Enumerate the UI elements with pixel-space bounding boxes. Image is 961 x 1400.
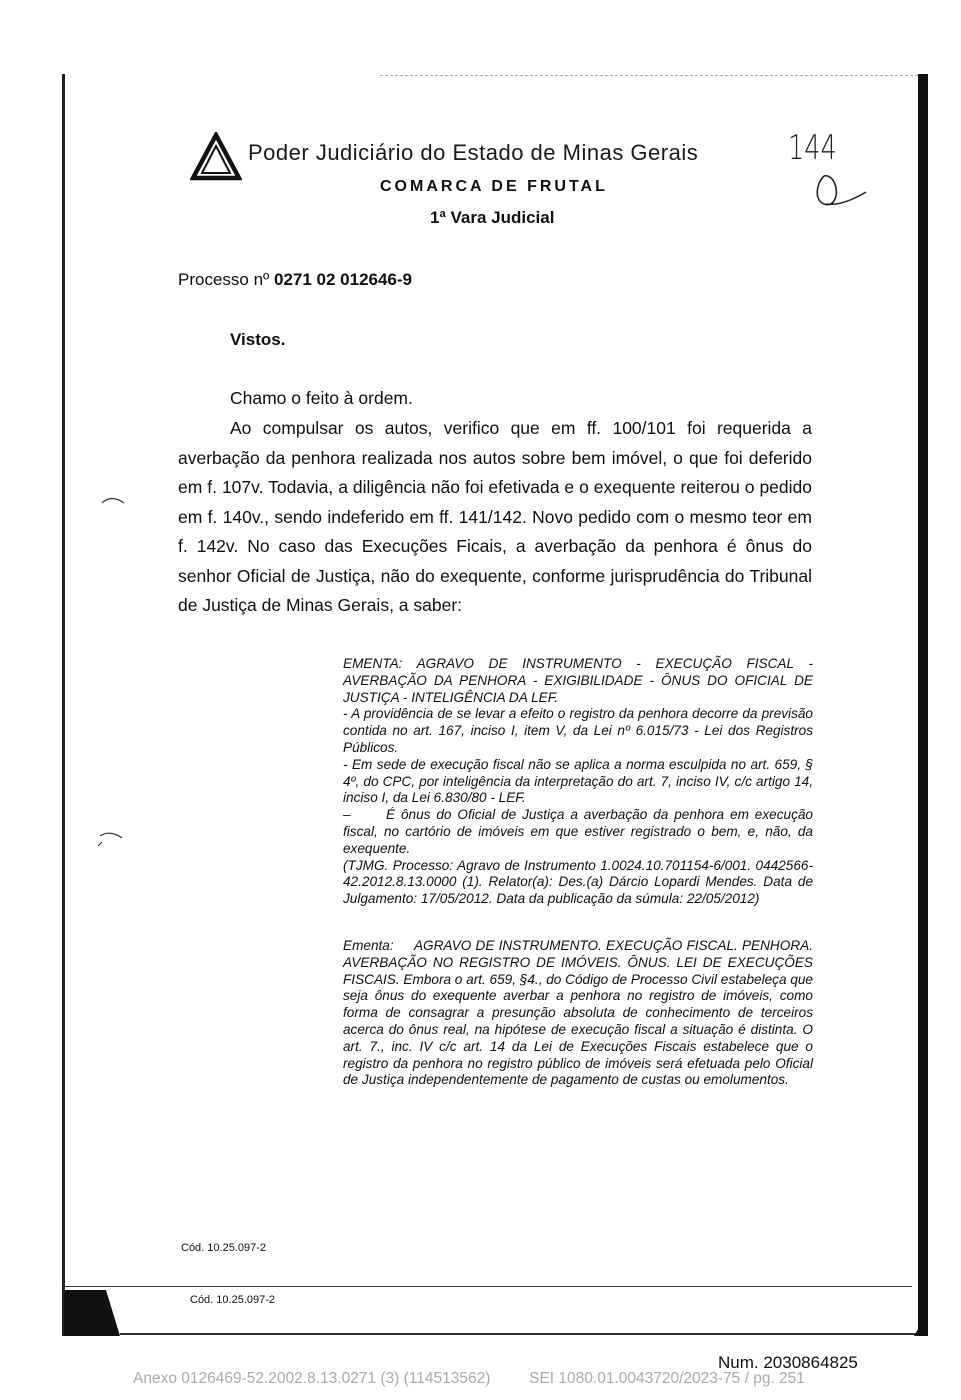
quote-1-item-3: – É ônus do Oficial de Justiça a averbação da penhora em execução fiscal, no cartório de imóveis em que estiver registrado o bem, e, não, da exequente. xyxy=(343,807,817,856)
form-code-lower: Cód. 10.25.097-2 xyxy=(190,1294,276,1306)
process-value: 0271 02 012646-9 xyxy=(273,270,413,289)
process-number xyxy=(178,270,412,290)
scan-dark-corner xyxy=(64,1290,120,1336)
page-bottom-edge xyxy=(62,1286,912,1287)
margin-mark xyxy=(96,830,124,848)
document-number: Num. 2030864825 xyxy=(718,1353,858,1372)
scan-bottom-edge xyxy=(120,1333,920,1335)
handwritten-page-number: 144 xyxy=(788,128,837,168)
quote-2-text: Ementa: AGRAVO DE INSTRUMENTO. EXECUÇÃO FISCAL. PENHORA. AVERBAÇÃO NO REGISTRO DE IMÓVEIS. ÔNUS. LEI DE EXECUÇÕES FISCAIS. Embora o art. 659, §4., do Código de Processo Civil estabeleça que seja ônus do exequente averbar a penhora no registro de imóveis, como forma de consagrar a presunção absoluta de conhecimento de terceiros acerca do ônus real, na hipótese de execução fiscal a situação é distinta. O art. 7., inc. IV c/c art. 14 da Lei de Execuções Fiscais estabelece que o registro da penhora no registro público de imóveis será efetuada pelo Oficial de Justiça independentemente de pagamento de custas ou emolumentos. xyxy=(343,938,817,1088)
scan-corner-mark xyxy=(914,1312,928,1336)
greeting: Vistos. xyxy=(230,330,286,349)
page-top-edge xyxy=(380,75,918,76)
page-right-border xyxy=(918,74,928,1336)
quote-1-citation: (TJMG. Processo: Agravo de Instrumento 1.0024.10.701154-6/001. 0442566-42.2012.8.13.0000 (1). Relator(a): Des.(a) Dárcio Lopardi Mendes. Data de Julgamento: 17/05/2012. Data da publicação da súmula: 22/05/2012) xyxy=(343,857,813,907)
jurisprudence-quote-2 xyxy=(343,938,817,1089)
triangle-logo-icon xyxy=(190,132,242,182)
quote-1-ementa: EMENTA: AGRAVO DE INSTRUMENTO - EXECUÇÃO FISCAL - AVERBAÇÃO DA PENHORA - EXIGIBILIDADE - ÔNUS DO OFICIAL DE JUSTIÇA - INTELIGÊNCIA DA LEF. xyxy=(343,656,813,705)
handwritten-initial xyxy=(810,168,870,213)
paragraph-1: Chamo o feito à ordem. xyxy=(230,388,413,408)
page-left-border xyxy=(62,74,65,1336)
court-name: Poder Judiciário do Estado de Minas Gerais xyxy=(248,140,699,165)
quote-1-item-1: - A providência de se levar a efeito o registro da penhora decorre da previsão contida no art. 167, inciso I, item V, da Lei nº 6.015/73 - Lei dos Registros Públicos. xyxy=(343,706,813,755)
comarca-title: COMARCA DE FRUTAL xyxy=(380,178,608,195)
annex-stamp: Anexo 0126469-52.2002.8.13.0271 (3) (114513562) SEI 1080.01.0043720/2023-75 / pg. 251 xyxy=(133,1370,805,1387)
margin-mark xyxy=(100,495,126,507)
form-code-upper: Cód. 10.25.097-2 xyxy=(181,1242,267,1254)
process-label: Processo nº xyxy=(178,270,274,289)
jurisprudence-quote-1 xyxy=(343,656,817,908)
paragraph-2: Ao compulsar os autos, verifico que em ff. 100/101 foi requerida a averbação da penhora realizada nos autos sobre bem imóvel, o que foi deferido em f. 107v. Todavia, a diligência não foi efetivada e o exequente reiterou o pedido em f. 140v., sendo indeferido em ff. 141/142. Novo pedido com o mesmo teor em f. 142v. No caso das Execuções Ficais, a averbação da penhora é ônus do senhor Oficial de Justiça, não do exequente, conforme jurisprudência do Tribunal de Justiça de Minas Gerais, a saber: xyxy=(178,418,812,615)
quote-1-item-2: - Em sede de execução fiscal não se aplica a norma esculpida no art. 659, § 4º, do CPC, por inteligência da interpretação do art. 7, inciso IV, c/c artigo 14, inciso I, da Lei 6.830/80 - LEF. xyxy=(343,756,813,806)
vara-title: 1ª Vara Judicial xyxy=(430,208,555,227)
